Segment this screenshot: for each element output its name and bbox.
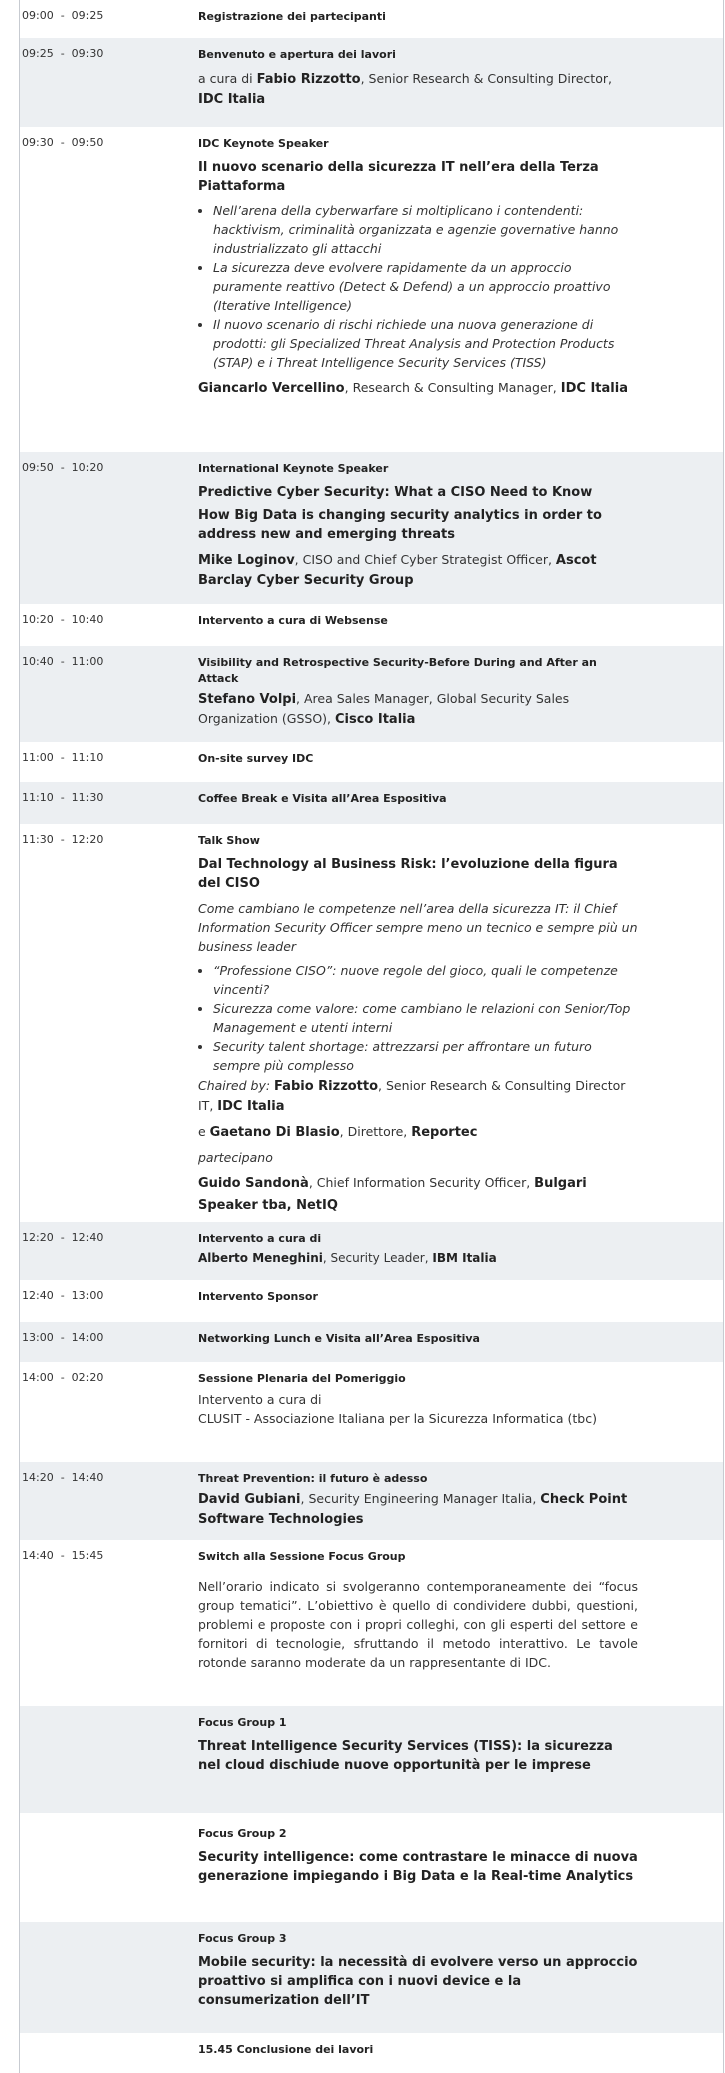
session-label: Registrazione dei partecipanti (198, 10, 386, 23)
session-label: On-site survey IDC (198, 752, 314, 765)
session-title: Il nuovo scenario della sicurezza IT nell’era della Terza Piattaforma (198, 160, 599, 194)
agenda-row-websense (20, 604, 723, 646)
speaker-line: Alberto Meneghini, Security Leader, IBM Italia (198, 1251, 497, 1265)
agenda-row-lunch (20, 1322, 723, 1362)
time-slot: 12:40 - 13:00 (22, 1289, 104, 1302)
speaker-line: Mike Loginov, CISO and Chief Cyber Strategist Officer, Ascot Barclay Cyber Security Group (198, 552, 597, 588)
time-slot: 14:00 - 02:20 (22, 1371, 104, 1384)
speaker-company: IDC Italia (217, 1099, 285, 1114)
time-slot: 10:40 - 11:00 (22, 655, 104, 668)
agenda-row-focus-group-3 (20, 1922, 723, 2033)
speaker-name: Fabio Rizzotto (274, 1079, 379, 1094)
session-label: Intervento a cura di Websense (198, 614, 388, 627)
session-label: Benvenuto e apertura dei lavori (198, 48, 396, 61)
session-title: Threat Intelligence Security Services (TISS): la sicurezza nel cloud dischiude nuove opportunità per le imprese (198, 1739, 613, 1773)
speaker-line: Giancarlo Vercellino, Research & Consulting Manager, IDC Italia (198, 380, 628, 396)
session-label: Intervento a cura di (198, 1232, 322, 1245)
session-label: Talk Show (198, 834, 260, 847)
agenda-row-focus-group-1 (20, 1706, 723, 1813)
session-label: IDC Keynote Speaker (198, 137, 329, 150)
session-label: Threat Prevention: il futuro è adesso (198, 1472, 428, 1485)
bullet-item: • Security talent shortage: attrezzarsi per affrontare un futuro sempre più complesso (213, 1037, 638, 1075)
agenda-row-survey (20, 742, 723, 782)
time-slot: 11:10 - 11:30 (22, 791, 104, 804)
speaker-company: Check Point Software Technologies (198, 1492, 628, 1527)
time-slot: 09:25 - 09:30 (22, 47, 104, 60)
agenda-row-cisco (20, 646, 723, 742)
bullet-item: • “Professione CISO”: nuove regole del gioco, quali le competenze vincenti? (213, 961, 638, 999)
speaker-name: Speaker tba, NetIQ (198, 1198, 338, 1213)
speaker-line: David Gubiani, Security Engineering Manager Italia, Check Point Software Technologies (198, 1491, 628, 1527)
cochair-line: e Gaetano Di Blasio, Direttore, Reportec (198, 1124, 478, 1140)
session-label: Networking Lunch e Visita all’Area Espositiva (198, 1332, 480, 1345)
speaker-name: David Gubiani (198, 1492, 301, 1507)
bullet-item: • Nell’arena della cyberwarfare si moltiplicano i contendenti: hacktivism, criminalità organizzata e agenzie governative hanno industrializzato gli attacchi (213, 201, 638, 258)
speaker-name: Mike Loginov (198, 553, 295, 568)
agenda-row-registrazione (20, 0, 723, 38)
session-text: Intervento a cura di (198, 1392, 322, 1407)
speaker-company: IDC Italia (198, 92, 266, 107)
time-slot: 09:30 - 09:50 (22, 136, 104, 149)
session-label: 15.45 Conclusione dei lavori (198, 2043, 374, 2056)
agenda-row-sponsor (20, 1280, 723, 1322)
speaker-company: Bulgari (534, 1176, 587, 1191)
speaker-name: Giancarlo Vercellino (198, 381, 345, 396)
agenda-row-check-point (20, 1462, 723, 1540)
agenda-row-international-keynote (20, 452, 723, 604)
session-title: Mobile security: la necessità di evolvere verso un approccio proattivo si amplifica con i nuovi device e la consumerization dell’IT (198, 1955, 638, 2008)
session-label: Intervento Sponsor (198, 1290, 318, 1303)
agenda-row-focus-group-switch (20, 1540, 723, 1706)
agenda-row-coffee-break (20, 782, 723, 824)
speaker-line: a cura di Fabio Rizzotto, Senior Research & Consulting Director, IDC Italia (198, 71, 612, 107)
speaker-company: Ascot Barclay Cyber Security Group (198, 553, 597, 588)
session-label: International Keynote Speaker (198, 462, 389, 475)
participants-label: partecipano (198, 1150, 273, 1165)
participant-line: Guido Sandonà, Chief Information Security Officer, Bulgari (198, 1175, 587, 1191)
speaker-company: Reportec (411, 1125, 478, 1140)
session-title: Security intelligence: come contrastare le minacce di nuova generazione impiegando i Big Data e la Real-time Analytics (198, 1850, 638, 1884)
time-slot: 11:30 - 12:20 (22, 833, 104, 846)
session-text: Nell’orario indicato si svolgeranno contemporaneamente dei “focus group tematici”. L’obiettivo è quello di condividere dubbi, questioni, problemi e proposte con i propri colleghi, con gli esperti del settore e fornitori di tecnologie, sfruttando il metodo interattivo. Le tavole rotonde saranno moderate da un rappresentante di IDC. (198, 1579, 638, 1670)
speaker-name: Stefano Volpi (198, 692, 297, 707)
session-label: Switch alla Sessione Focus Group (198, 1550, 406, 1563)
time-slot: 14:20 - 14:40 (22, 1471, 104, 1484)
time-slot: 12:20 - 12:40 (22, 1231, 104, 1244)
session-title: Predictive Cyber Security: What a CISO Need to Know (198, 485, 593, 500)
bullet-item: • La sicurezza deve evolvere rapidamente da un approccio puramente reattivo (Detect & Defend) a un approccio proattivo (Iterative Intelligence) (213, 258, 638, 315)
session-title: Dal Technology al Business Risk: l’evoluzione della figura del CISO (198, 857, 618, 891)
right-border (723, 0, 724, 2073)
bullet-list (198, 961, 638, 1075)
time-slot: 11:00 - 11:10 (22, 751, 104, 764)
agenda-row-focus-group-2 (20, 1817, 723, 1922)
session-text: CLUSIT - Associazione Italiana per la Sicurezza Informatica (tbc) (198, 1411, 597, 1426)
session-label: Focus Group 1 (198, 1716, 287, 1729)
session-label: Focus Group 2 (198, 1827, 287, 1840)
session-label: Sessione Plenaria del Pomeriggio (198, 1372, 406, 1385)
bullet-item: • Il nuovo scenario di rischi richiede una nuova generazione di prodotti: gli Specialized Threat Analysis and Protection Products (STAP) e i Threat Intelligence Security Services (TISS) (213, 315, 638, 372)
chair-line: Chaired by: Fabio Rizzotto, Senior Research & Consulting Director IT, IDC Italia (198, 1078, 626, 1114)
bullet-item: • Sicurezza come valore: come cambiano le relazioni con Senior/Top Management e utenti interni (213, 999, 638, 1037)
session-label: Visibility and Retrospective Security-Before During and After an Attack (198, 656, 597, 685)
speaker-name: Alberto Meneghini (198, 1251, 323, 1265)
session-intro: Come cambiano le competenze nell’area della sicurezza IT: il Chief Information Security Officer sempre meno un tecnico e sempre più un business leader (198, 901, 638, 954)
participant-line (198, 1195, 638, 1215)
time-slot: 09:00 - 09:25 (22, 9, 104, 22)
time-slot: 09:50 - 10:20 (22, 461, 104, 474)
agenda-row-idc-keynote (20, 127, 723, 452)
speaker-line: Stefano Volpi, Area Sales Manager, Global Security Sales Organization (GSSO), Cisco Italia (198, 691, 570, 727)
session-subtitle: How Big Data is changing security analytics in order to address new and emerging threats (198, 508, 602, 542)
session-label: Coffee Break e Visita all’Area Espositiva (198, 792, 447, 805)
agenda-row-conclusione (20, 2033, 723, 2073)
agenda-row-sessione-plenaria (20, 1362, 723, 1462)
agenda-row-ibm (20, 1222, 723, 1280)
time-slot: 13:00 - 14:00 (22, 1331, 104, 1344)
session-label: Focus Group 3 (198, 1932, 287, 1945)
time-slot: 10:20 - 10:40 (22, 613, 104, 626)
speaker-company: IDC Italia (560, 381, 628, 396)
speaker-name: Guido Sandonà (198, 1176, 309, 1191)
speaker-name: Fabio Rizzotto (256, 72, 361, 87)
speaker-company: Cisco Italia (334, 712, 416, 727)
time-slot: 14:40 - 15:45 (22, 1549, 104, 1562)
agenda-row-talk-show (20, 824, 723, 1222)
speaker-name: Gaetano Di Blasio (209, 1125, 340, 1140)
agenda-row-benvenuto (20, 38, 723, 127)
bullet-list (198, 201, 638, 372)
speaker-company: IBM Italia (432, 1251, 497, 1265)
